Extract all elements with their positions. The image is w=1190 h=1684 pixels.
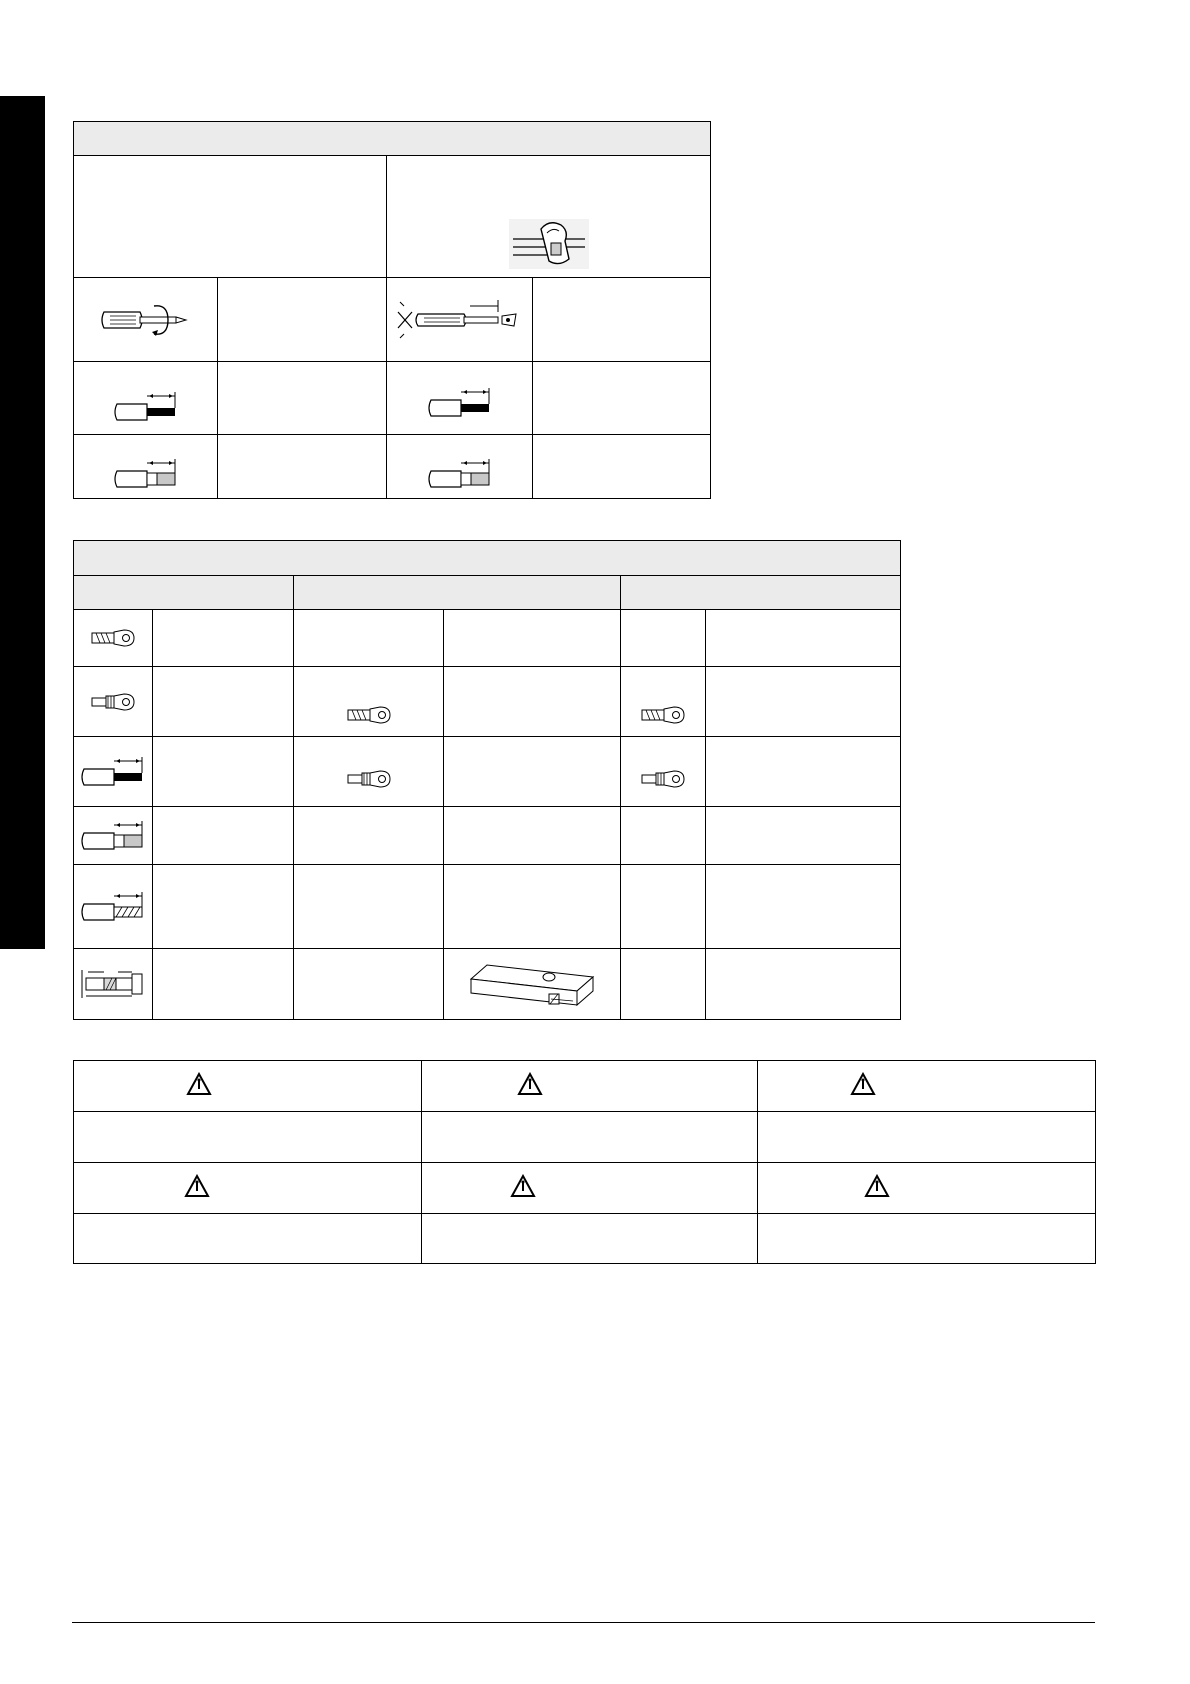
table1-row2-right-label	[533, 362, 711, 435]
warning-cell-1	[74, 1061, 422, 1112]
wiring-table-1	[73, 121, 711, 499]
warning-text-3	[758, 1112, 1096, 1163]
table2-col-header-3	[621, 576, 901, 610]
stripped-wire-solid-icon	[78, 755, 148, 789]
table2-r2-c6	[706, 667, 901, 737]
warning-triangle-icon	[864, 1174, 890, 1198]
table2-r3-c3	[294, 737, 444, 807]
table2-r2-c2	[153, 667, 294, 737]
table2-title	[74, 541, 901, 576]
table2-r4-c2	[153, 807, 294, 865]
warning-triangle-icon	[850, 1072, 876, 1096]
warning-cell-2	[422, 1061, 758, 1112]
table2-r4-c3	[294, 807, 444, 865]
table1-wire-solid-cell-right	[387, 362, 533, 435]
table2-r2-icon	[74, 667, 153, 737]
table2-r1-c4	[444, 610, 621, 667]
table1-row3-left-label	[218, 435, 387, 499]
table2-r2-c5	[621, 667, 706, 737]
table2-r6-c2	[153, 949, 294, 1020]
table2-r1-c6	[706, 610, 901, 667]
screw-terminal-clamp-icon	[509, 219, 589, 269]
stripped-wire-hatched-icon	[78, 890, 148, 924]
busbar-icon	[469, 959, 595, 1009]
ring-lug-short-icon	[90, 692, 136, 712]
warning-text-1	[74, 1112, 422, 1163]
stripped-wire-solid-icon	[425, 386, 495, 420]
stripped-wire-ferrule-icon	[425, 457, 495, 491]
table2-r4-c6	[706, 807, 901, 865]
table2-r1-icon	[74, 610, 153, 667]
table1-screwdriver-cell	[74, 278, 218, 362]
table2-r6-icon	[74, 949, 153, 1020]
table2-r4-c4	[444, 807, 621, 865]
table1-wire-ferrule-cell-left	[74, 435, 218, 499]
table1-row1-left-label	[218, 278, 387, 362]
table2-r5-c3	[294, 865, 444, 949]
table1-col-right-header	[387, 156, 711, 278]
table1-wire-ferrule-cell-right	[387, 435, 533, 499]
table2-col-header-2	[294, 576, 621, 610]
table2-r1-c5	[621, 610, 706, 667]
warning-cell-4	[74, 1163, 422, 1214]
table2-r6-c6	[706, 949, 901, 1020]
footer-rule	[72, 1622, 1095, 1623]
table2-col-header-1	[74, 576, 294, 610]
stripped-wire-ferrule-icon	[78, 819, 148, 853]
table2-r2-c4	[444, 667, 621, 737]
warning-text-2	[422, 1112, 758, 1163]
spring-screwdriver-icon	[394, 294, 526, 346]
table2-r1-c3	[294, 610, 444, 667]
table2-r4-icon	[74, 807, 153, 865]
ring-lug-icon	[90, 628, 136, 648]
stripped-wire-ferrule-icon	[111, 457, 181, 491]
warning-triangle-icon	[186, 1072, 212, 1096]
table2-r2-c3	[294, 667, 444, 737]
table2-r5-icon	[74, 865, 153, 949]
table2-r3-c2	[153, 737, 294, 807]
table2-r5-c6	[706, 865, 901, 949]
stripped-wire-solid-icon	[111, 390, 181, 424]
table2-r6-c3	[294, 949, 444, 1020]
screwdriver-icon	[98, 302, 194, 338]
warning-text-4	[74, 1214, 422, 1264]
table2-r6-c4	[444, 949, 621, 1020]
ring-lug-icon	[346, 705, 392, 725]
table1-row1-right-label	[533, 278, 711, 362]
section-side-tab	[0, 96, 45, 949]
table2-r5-c2	[153, 865, 294, 949]
warning-cell-6	[758, 1163, 1096, 1214]
table2-r3-c5	[621, 737, 706, 807]
warning-cell-5	[422, 1163, 758, 1214]
warning-triangle-icon	[510, 1174, 536, 1198]
table1-row3-right-label	[533, 435, 711, 499]
warning-triangle-icon	[517, 1072, 543, 1096]
table1-wire-solid-cell-left	[74, 362, 218, 435]
table2-r3-c4	[444, 737, 621, 807]
table1-spring-screwdriver-cell	[387, 278, 533, 362]
table2-r3-c6	[706, 737, 901, 807]
table2-r5-c4	[444, 865, 621, 949]
warning-cell-3	[758, 1061, 1096, 1112]
table2-r3-icon	[74, 737, 153, 807]
table2-r4-c5	[621, 807, 706, 865]
table1-title	[74, 122, 711, 156]
table1-col-left-header	[74, 156, 387, 278]
table1-row2-left-label	[218, 362, 387, 435]
table2-r6-c5	[621, 949, 706, 1020]
table2-r5-c5	[621, 865, 706, 949]
ring-lug-short-icon	[640, 769, 686, 789]
stud-bolt-icon	[78, 964, 148, 1004]
warning-text-5	[422, 1214, 758, 1264]
warning-triangle-icon	[184, 1174, 210, 1198]
warning-text-6	[758, 1214, 1096, 1264]
wiring-table-2	[73, 540, 901, 1020]
warning-table	[73, 1060, 1096, 1264]
table2-r1-c2	[153, 610, 294, 667]
ring-lug-short-icon	[346, 769, 392, 789]
ring-lug-icon	[640, 705, 686, 725]
